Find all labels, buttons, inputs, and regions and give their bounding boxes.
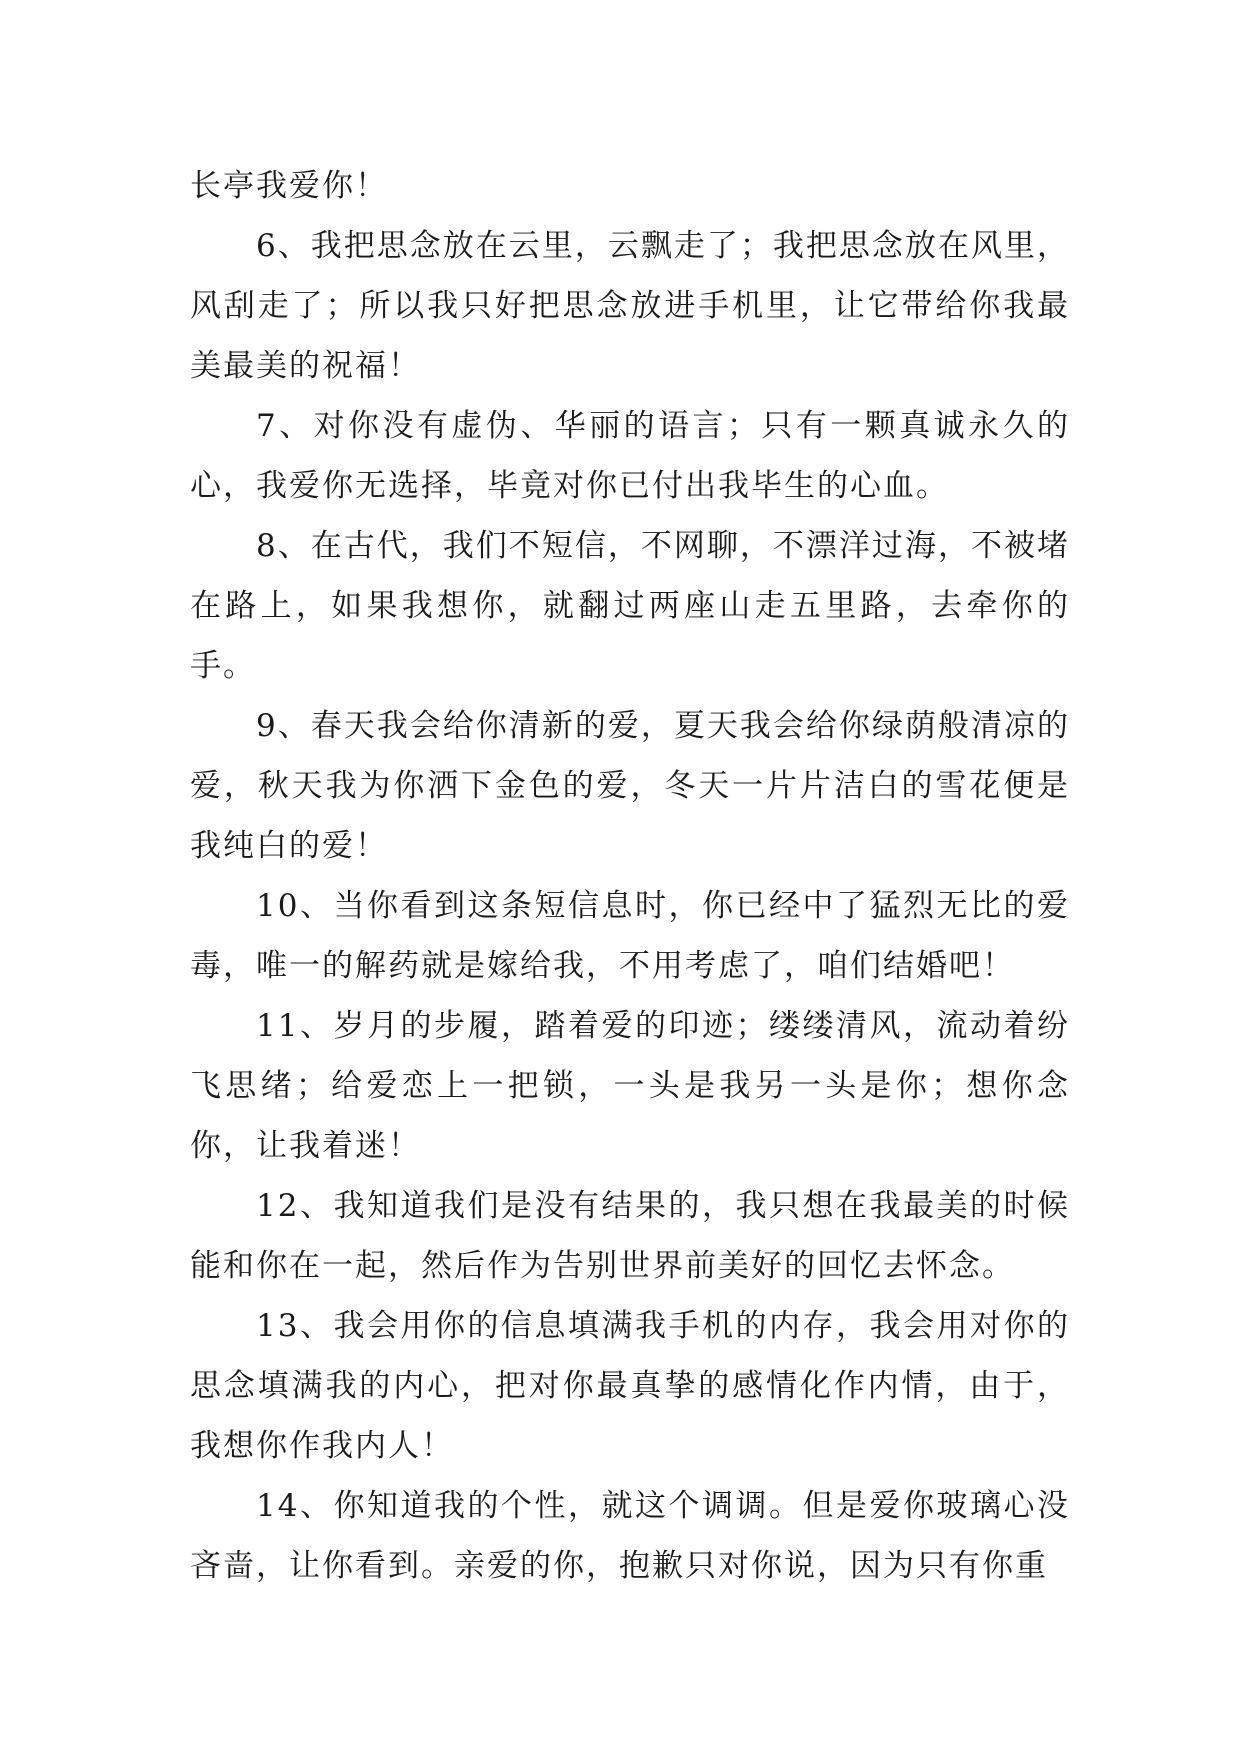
paragraph-6: 6、我把思念放在云里，云飘走了；我把思念放在风里，风刮走了；所以我只好把思念放进手机里，让它带给你我最美最美的祝福！ <box>190 228 1070 384</box>
paragraph-14: 14、你知道我的个性，就这个调调。但是爱你玻璃心没吝啬，让你看到。亲爱的你，抱歉只对你说，因为只有你重 <box>190 1488 1070 1584</box>
paragraph-7: 7、对你没有虚伪、华丽的语言；只有一颗真诚永久的心，我爱你无选择，毕竟对你已付出我毕生的心血。 <box>190 408 1070 504</box>
paragraph-13: 13、我会用你的信息填满我手机的内存，我会用对你的思念填满我的内心，把对你最真挚的感情化作内情，由于，我想你作我内人！ <box>190 1308 1070 1464</box>
paragraph-10: 10、当你看到这条短信息时，你已经中了猛烈无比的爱毒，唯一的解药就是嫁给我，不用考虑了，咱们结婚吧！ <box>190 888 1070 984</box>
paragraph-0: 长亭我爱你！ <box>190 168 388 204</box>
paragraph-9: 9、春天我会给你清新的爱，夏天我会给你绿荫般清凉的爱，秋天我为你洒下金色的爱，冬天一片片洁白的雪花便是我纯白的爱！ <box>190 708 1070 864</box>
paragraph-8: 8、在古代，我们不短信，不网聊，不漂洋过海，不被堵在路上，如果我想你，就翻过两座山走五里路，去牵你的手。 <box>190 528 1070 684</box>
paragraph-11: 11、岁月的步履，踏着爱的印迹；缕缕清风，流动着纷飞思绪；给爱恋上一把锁，一头是我另一头是你；想你念你，让我着迷！ <box>190 1008 1070 1164</box>
document-body <box>190 156 1070 1596</box>
paragraph-12: 12、我知道我们是没有结果的，我只想在我最美的时候能和你在一起，然后作为告别世界前美好的回忆去怀念。 <box>190 1188 1070 1284</box>
